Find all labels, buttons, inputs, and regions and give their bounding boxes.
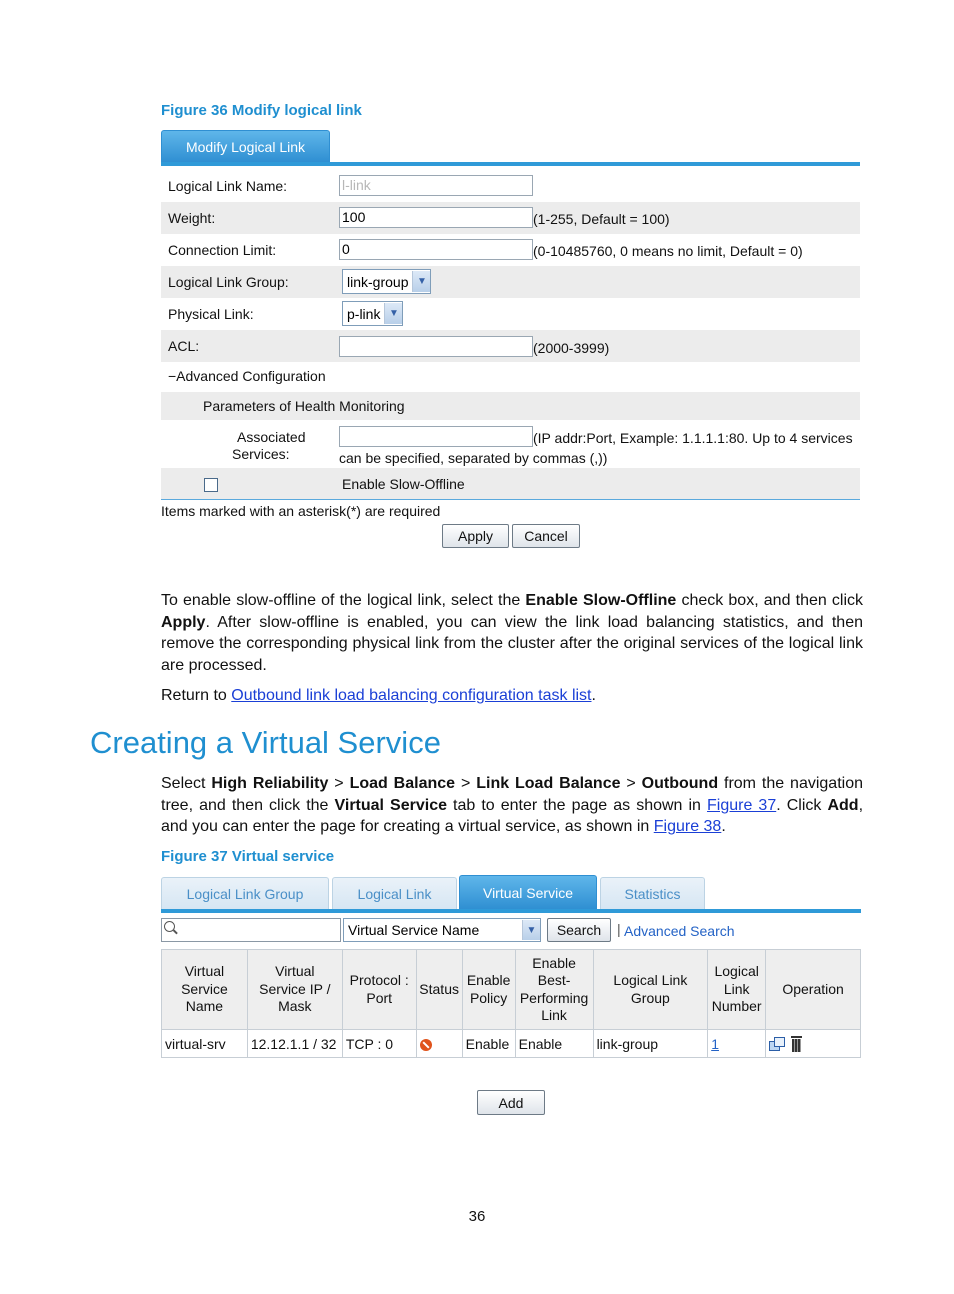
logical-link-number-cell xyxy=(708,1030,766,1058)
text-run: . Click xyxy=(776,796,828,814)
row-logical-link-group xyxy=(161,266,860,298)
row-physical-link xyxy=(161,298,860,330)
weight-hint: (1-255, Default = 100) xyxy=(533,211,670,227)
enable-policy-cell: Enable xyxy=(462,1030,515,1058)
connection-limit-label: Connection Limit: xyxy=(168,242,277,258)
tab-logical-link-group[interactable]: Logical Link Group xyxy=(161,877,329,909)
bold-run: Apply xyxy=(161,613,206,631)
operation-cell xyxy=(766,1030,861,1058)
bold-run: High Reliability xyxy=(211,775,329,792)
virtual-service-name-link[interactable]: virtual-srv xyxy=(162,1030,248,1058)
acl-label: ACL: xyxy=(168,338,200,354)
text-run: tab to enter the page as shown in xyxy=(447,796,708,814)
cancel-button[interactable]: Cancel xyxy=(512,524,580,548)
bold-run: Link Load Balance xyxy=(476,775,621,792)
figure-36-caption: Figure 36 Modify logical link xyxy=(161,102,362,119)
row-slow-offline xyxy=(161,468,860,500)
physical-link-label: Physical Link: xyxy=(168,306,254,322)
row-advanced-configuration xyxy=(161,362,860,392)
navigation-paragraph xyxy=(161,773,863,838)
return-paragraph xyxy=(161,685,863,707)
add-button[interactable]: Add xyxy=(477,1090,545,1115)
table-row xyxy=(162,1030,861,1058)
logical-link-group-link[interactable]: link-group xyxy=(593,1030,708,1058)
column-header[interactable]: Status xyxy=(416,950,462,1030)
acl-input[interactable] xyxy=(339,336,533,357)
logical-link-name-label: Logical Link Name: xyxy=(168,178,288,194)
physical-link-select[interactable] xyxy=(342,301,403,326)
tab-statistics[interactable]: Statistics xyxy=(600,877,705,909)
search-field-select[interactable] xyxy=(343,918,541,942)
health-monitoring-label: Parameters of Health Monitoring xyxy=(203,398,405,414)
chevron-down-icon[interactable]: ▼ xyxy=(522,920,540,940)
logical-link-number-link[interactable]: 1 xyxy=(711,1035,719,1052)
virtual-service-page xyxy=(161,877,861,1111)
figure-37-caption: Figure 37 Virtual service xyxy=(161,848,335,865)
apply-button[interactable]: Apply xyxy=(442,524,509,548)
text-run: check box, and then click xyxy=(676,592,864,609)
logical-link-group-select[interactable] xyxy=(342,269,431,294)
tab-virtual-service[interactable]: Virtual Service xyxy=(459,875,597,909)
weight-label: Weight: xyxy=(168,210,216,226)
row-connection-limit xyxy=(161,234,860,266)
text-run: > xyxy=(455,775,477,792)
text-run: . xyxy=(721,818,726,835)
required-note: Items marked with an asterisk(*) are required xyxy=(161,503,441,519)
protocol-port-cell: TCP : 0 xyxy=(342,1030,416,1058)
tab-logical-link[interactable]: Logical Link xyxy=(332,877,457,909)
search-icon xyxy=(164,921,175,932)
table-header-row xyxy=(162,950,861,1030)
text-run: from the navigation tree, and then click the xyxy=(161,775,863,814)
chevron-down-icon[interactable]: ▼ xyxy=(384,303,402,324)
separator: | xyxy=(617,921,621,937)
virtual-service-table xyxy=(161,949,861,1058)
slow-offline-paragraph xyxy=(161,590,863,676)
text-run: . After slow-offline is enabled, you can view the link load balancing statistics, and then remove the corresponding physical link from the cluster after the original services of the logical link are processed. xyxy=(161,613,863,674)
row-logical-link-name xyxy=(161,170,860,202)
advanced-search-link[interactable]: Advanced Search xyxy=(624,923,735,939)
task-list-link[interactable]: Outbound link load balancing configuration task list xyxy=(231,687,592,704)
bold-run: Outbound xyxy=(641,775,719,792)
disabled-icon[interactable] xyxy=(420,1039,432,1051)
bold-run: Virtual Service xyxy=(334,796,447,814)
text-run: > xyxy=(328,775,350,792)
acl-hint: (2000-3999) xyxy=(533,340,610,356)
search-bar xyxy=(161,918,861,942)
column-header[interactable]: Logical Link Group xyxy=(593,950,708,1030)
search-button[interactable]: Search xyxy=(547,918,611,942)
column-header[interactable]: Protocol : Port xyxy=(342,950,416,1030)
slow-offline-label: Enable Slow-Offline xyxy=(342,476,465,492)
advanced-configuration-toggle[interactable]: −Advanced Configuration xyxy=(168,368,326,384)
column-header[interactable]: Enable Best-Performing Link xyxy=(515,950,593,1030)
text-run: To enable slow-offline of the logical link, select the xyxy=(161,592,526,609)
logical-link-group-label: Logical Link Group: xyxy=(168,274,289,290)
row-weight xyxy=(161,202,860,234)
status-cell xyxy=(416,1030,462,1058)
weight-input[interactable]: 100 xyxy=(339,207,533,228)
slow-offline-checkbox[interactable] xyxy=(204,478,218,492)
row-health-monitoring xyxy=(161,392,860,420)
associated-services-label-1: Associated xyxy=(237,429,306,445)
text-run: , and you can enter the page for creating a virtual service, as shown in xyxy=(161,796,864,835)
logical-link-group-value: link-group xyxy=(347,273,409,290)
modify-logical-link-form xyxy=(161,132,860,544)
associated-services-label-2: Services: xyxy=(232,446,290,462)
associated-services-input[interactable] xyxy=(339,426,533,447)
delete-icon[interactable] xyxy=(791,1036,802,1052)
associated-services-hint-1: (IP addr:Port, Example: 1.1.1.1:80. Up to 4 services xyxy=(533,430,853,446)
text-run: Select xyxy=(161,775,212,792)
connection-limit-hint: (0-10485760, 0 means no limit, Default = 0) xyxy=(533,243,803,259)
bold-run: Enable Slow-Offline xyxy=(525,592,677,609)
column-header[interactable]: Logical Link Number xyxy=(708,950,766,1030)
figure-37-link[interactable]: Figure 37 xyxy=(707,796,777,814)
enable-best-cell: Enable xyxy=(515,1030,593,1058)
row-acl xyxy=(161,330,860,362)
text-run: . xyxy=(591,687,596,704)
column-header[interactable]: Virtual Service Name xyxy=(162,950,248,1030)
bold-run: Add xyxy=(827,796,859,814)
physical-link-value: p-link xyxy=(347,305,381,322)
tab-strip xyxy=(161,132,860,166)
tab-modify-logical-link[interactable]: Modify Logical Link xyxy=(161,130,330,162)
tab-strip xyxy=(161,877,861,913)
page-number: 36 xyxy=(468,1208,486,1225)
connection-limit-input[interactable]: 0 xyxy=(339,239,533,260)
logical-link-name-input: l-link xyxy=(339,175,533,196)
bold-run: Load Balance xyxy=(349,775,456,792)
section-heading: Creating a Virtual Service xyxy=(90,725,441,760)
chevron-down-icon[interactable]: ▼ xyxy=(412,271,430,292)
search-field-value: Virtual Service Name xyxy=(348,922,480,938)
associated-services-hint-2: can be specified, separated by commas (,)) xyxy=(339,450,608,466)
text-run: Return to xyxy=(161,687,232,704)
search-input[interactable] xyxy=(161,918,341,942)
column-header[interactable]: Virtual Service IP / Mask xyxy=(247,950,342,1030)
column-header: Operation xyxy=(766,950,861,1030)
text-run: > xyxy=(620,775,642,792)
edit-icon[interactable] xyxy=(769,1037,785,1052)
row-associated-services xyxy=(161,420,860,468)
column-header[interactable]: Enable Policy xyxy=(462,950,515,1030)
ip-mask-cell: 12.12.1.1 / 32 xyxy=(247,1030,342,1058)
figure-38-link[interactable]: Figure 38 xyxy=(653,818,722,835)
